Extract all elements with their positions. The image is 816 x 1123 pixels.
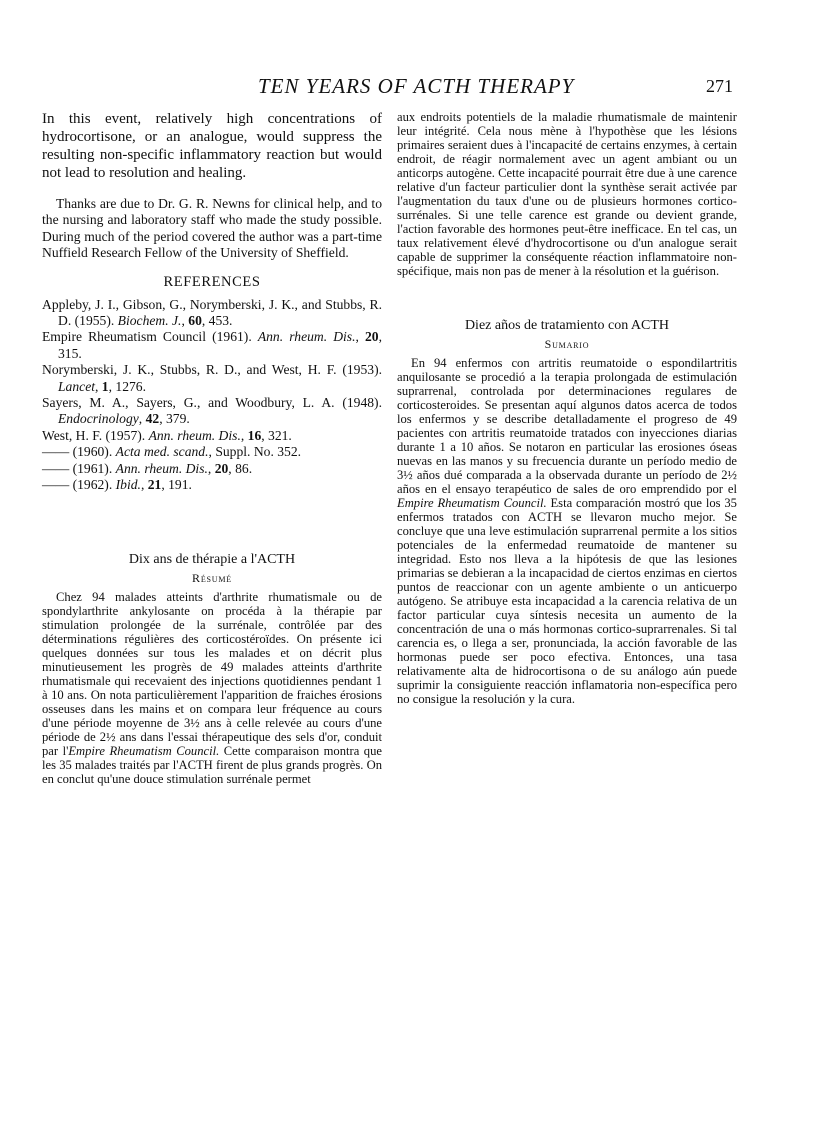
spanish-summary-text — [397, 356, 737, 706]
reference-journal: Ibid. — [115, 477, 141, 493]
reference-pages: 191. — [168, 477, 192, 493]
reference-journal: Endocrinology — [58, 411, 139, 427]
reference-volume: 1 — [101, 378, 109, 394]
spanish-summary — [397, 318, 737, 706]
reference-pages: 1276. — [115, 378, 146, 394]
reference-pages: Suppl. No. 352. — [215, 444, 302, 460]
french-summary-text — [42, 590, 382, 786]
reference-item: Appleby, J. I., Gibson, G., Norymberski, J. K., and Stubbs, R. D. (1955). Biochem. J., 60, 453. — [42, 296, 382, 329]
reference-volume: 20 — [214, 460, 229, 476]
reference-authors: —— (1961). — [42, 460, 113, 476]
reference-authors: —— (1960). — [42, 444, 113, 460]
page-number: 271 — [706, 76, 733, 96]
reference-item: —— (1961). Ann. rheum. Dis., 20, 86. — [42, 460, 253, 476]
reference-authors: Appleby, J. I., Gibson, G., Norymberski, J. K., and Stubbs, R. D. (1955). — [42, 296, 382, 329]
reference-item: West, H. F. (1957). Ann. rheum. Dis., 16, 321. — [42, 427, 292, 443]
acknowledgement: Thanks are due to Dr. G. R. Newns for clinical help, and to the nursing and laboratory staff who made the study possible. During much of the period covered the author was a part-time Nuffield Research Fellow of the University of Sheffield. — [42, 196, 382, 261]
reference-journal: Ann. rheum. Dis. — [257, 329, 356, 345]
reference-journal: Ann. rheum. Dis. — [115, 460, 208, 476]
french-text-part: Cette comparaison montra que les 35 malades traités par l'ACTH firent de plus grands progrès. On en conclut qu'une douce stimulation surrénale permet — [42, 743, 382, 786]
reference-authors: West, H. F. (1957). — [42, 427, 146, 443]
left-column — [42, 110, 382, 786]
reference-item: Empire Rheumatism Council (1961). Ann. rheum. Dis., 20, 315. — [42, 329, 382, 361]
french-text-emphasis: Empire Rheumatism Council. — [68, 743, 220, 758]
spanish-text-emphasis: Empire Rheumatism Council. — [397, 496, 547, 510]
french-text-part: Chez 94 malades atteints d'arthrite rhumatismale ou de spondylarthrite ankylosante on procéda à la thérapie par stimulation prolongée de la surrénale, contrôlée par des déterminations régulières des corticostéroïdes. On présente ici quelques données sur tous les malades et on décrit plus minutieusement les progrès de 49 malades atteints d'arthrite rhumatismale qui recevaient des injections quotidiennes pendant 1 à 10 ans. On nota particulièrement l'apparition de fraiches érosions osseuses dans les mains et on compara leur fréquence au cours d'une période moyenne de 3½ ans à celle relevée au cours d'une période de 2½ ans dans l'essai thérapeutique des sels d'or, conduit par l' — [42, 589, 382, 758]
reference-item: Sayers, M. A., Sayers, G., and Woodbury, L. A. (1948). Endocrinology, 42, 379. — [42, 395, 382, 427]
reference-volume: 16 — [247, 427, 262, 443]
reference-pages: 379. — [165, 411, 190, 427]
reference-journal: Acta med. scand. — [115, 444, 209, 460]
reference-item: —— (1962). Ibid., 21, 191. — [42, 477, 192, 493]
spanish-summary-subtitle: Sumario — [544, 337, 590, 351]
french-summary — [42, 552, 382, 786]
references-section — [42, 274, 382, 494]
references-heading: REFERENCES — [163, 273, 261, 290]
spanish-text-part: En 94 enfermos con artritis reumatoide o espondilartritis anquilosante se procedió a la terapia prolongada de estimulación suprarrenal, controlada por determinaciones regulares de corticosteroides. Se presentan aquí algunos datos acerca de todos los enfermos y se describe detalladamente el progreso de 49 pacientes con artritis reumatoide tratados con inyecciones diarias durante 1 a 10 años. Se notaron en particular las erosiones óseas nuevas en las manos y su frecuencia durante un período medio de 3½ años dué comparada a la observada durante un período de 2½ años en el ensayo terapéutico de sales de oro emprendido por el — [397, 356, 737, 496]
reference-volume: 60 — [188, 313, 202, 329]
reference-authors: Norymberski, J. K., Stubbs, R. D., and West, H. F. (1953). — [42, 362, 382, 378]
reference-pages: 315. — [58, 345, 82, 361]
reference-pages: 321. — [268, 427, 292, 443]
running-title: TEN YEARS OF ACTH THERAPY — [258, 74, 575, 98]
french-summary-title: Dix ans de thérapie a l'ACTH — [128, 551, 296, 567]
reference-authors: Sayers, M. A., Sayers, G., and Woodbury, L. A. (1948). — [42, 395, 382, 411]
right-column — [397, 110, 737, 706]
spanish-summary-title: Diez años de tratamiento con ACTH — [464, 318, 670, 333]
spanish-text-part: Esta comparación mostró que los 35 enfermos tratados con ACTH se llevaron mucho mejor. Se concluye que una leve estimulación suprarrenal permite a los sitios potenciales de la enfermedad reumatoide de mantener su integridad. Esto nos lleva a la hipótesis de que las lesiones primarias se debieran a la incapacidad de ciertos enzimas en ciertos puntos de reaccionar con un agente ambiente o un anticuerpo autógeno. Se atribuye esta incapacidad a la carencia relativa de un factor particular cuya síntesis necesita un aumento de la concentración de una o más hormonas cortico-suprarrenales. Si tal carencia es, o llega a ser, pronunciada, la acción favorable de las hormonas puede ser poco efectiva. Entonces, una tasa relativamente alta de hidrocortisona o de su análogo aún puede suprimir la consiguiente reacción inflamatoria non-específica pero no consigue la resolución y la cura. — [397, 496, 737, 706]
reference-item: Norymberski, J. K., Stubbs, R. D., and West, H. F. (1953). Lancet, 1, 1276. — [42, 362, 382, 394]
reference-pages: 86. — [235, 460, 253, 476]
reference-journal: Biochem. J. — [117, 313, 182, 329]
reference-journal: Lancet — [58, 378, 95, 394]
closing-paragraph: In this event, relatively high concentrations of hydrocortisone, or an analogue, would suppress the resulting non-specific inflammatory reaction but would not lead to resolution and healing. — [42, 111, 382, 181]
french-summary-continuation: aux endroits potentiels de la maladie rhumatismale de maintenir leur intégrité. Cela nous mène à l'hypothèse que les lésions primaires seraient dues à l'incapacité de certains enzymes, à certain endroit, de réagir normalement avec un agent ambiant ou un anticorps autogène. Cette incapacité pourrait être due à une carence relative d'un facteur particulier dont la synthèse serait activée par l'augmentation du taux d'une ou de plusieurs hormones cortico-surrénales. Si une telle carence est grande ou devient grande, l'action favorable des hormones peut-être inefficace. En tel cas, un taux relativement élevé d'hydrocortisone ou d'un analogue serait capable de supprimer la conséquente réaction inflammatoire non-spécifique, mais non pas de mener à la résolution et la guérison. — [397, 110, 737, 278]
reference-volume: 20 — [365, 329, 379, 345]
reference-volume: 42 — [145, 411, 160, 427]
french-summary-subtitle: Résumé — [192, 570, 232, 585]
reference-item: —— (1960). Acta med. scand., Suppl. No. 352. — [42, 444, 302, 460]
reference-volume: 21 — [147, 477, 162, 493]
reference-pages: 453. — [208, 313, 233, 329]
reference-authors: Empire Rheumatism Council (1961). — [42, 329, 252, 345]
reference-authors: —— (1962). — [42, 477, 113, 493]
page-header — [0, 74, 816, 104]
reference-journal: Ann. rheum. Dis. — [148, 427, 241, 443]
